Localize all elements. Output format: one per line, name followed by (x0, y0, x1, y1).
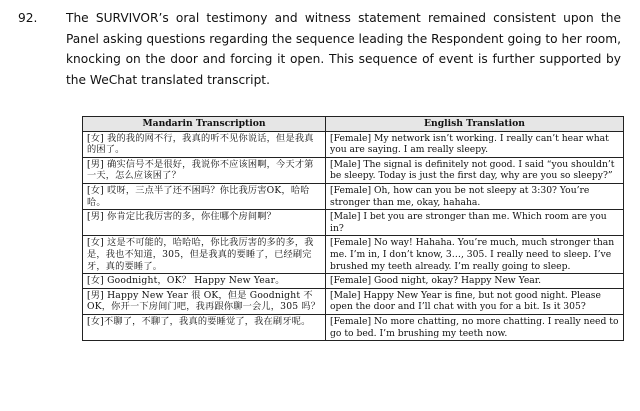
table-row (83, 183, 624, 209)
header-mandarin: Mandarin Transcription (83, 117, 326, 132)
transcript-table (82, 116, 624, 341)
table-row (83, 157, 624, 183)
paragraph-text: The SURVIVOR’s oral testimony and witness statement remained consistent upon the Panel asking questions regarding the sequence leading the Respondent going to her room, knocking on the door and forcing it open. This sequence of event is further supported by the WeChat translated transcript. (66, 11, 621, 87)
mandarin-cell: [男] 你肯定比我厉害的多，你住哪个房间啊？ (83, 210, 326, 236)
table-row (83, 314, 624, 340)
table-row (83, 131, 624, 157)
english-cell: [Male] I bet you are stronger than me. Which room are you in? (326, 210, 624, 236)
english-cell: [Male] The signal is definitely not good. I said “you shouldn’t be sleepy. Today is just the first day, why are you so sleepy?” (326, 157, 624, 183)
english-cell: [Female] No more chatting, no more chatting. I really need to go to bed. I’m brushing my teeth now. (326, 314, 624, 340)
mandarin-cell: [女] Goodnight，OK？ Happy New Year。 (83, 274, 326, 289)
english-cell: [Female] Good night, okay? Happy New Year. (326, 274, 624, 289)
mandarin-cell: [女] 这是不可能的，哈哈哈，你比我厉害的多的多，我是，我也不知道，305，但是我真的要睡了，已经刷完牙，真的要睡了。 (83, 236, 326, 274)
english-cell: [Female] My network isn’t working. I really can’t hear what you are saying. I am really sleepy. (326, 131, 624, 157)
english-cell: [Female] No way! Hahaha. You’re much, much stronger than me. I’m in, I don’t know, 3…, 305. I really need to sleep. I’ve brushed my teeth already. I’m really going to sleep. (326, 236, 624, 274)
mandarin-cell: [男] Happy New Year 很 OK，但是 Goodnight 不OK，你开一下房间门吧，我再跟你聊一会儿，305 吗？ (83, 288, 326, 314)
table-row (83, 288, 624, 314)
english-cell: [Female] Oh, how can you be not sleepy at 3:30? You’re stronger than me, okay, hahaha. (326, 183, 624, 209)
table-header-row (83, 117, 624, 132)
mandarin-cell: [女] 哎呀，三点半了还不困吗？你比我厉害OK，哈哈哈。 (83, 183, 326, 209)
header-english: English Translation (326, 117, 624, 132)
english-cell: [Male] Happy New Year is fine, but not good night. Please open the door and I’ll chat with you for a bit. Is it 305? (326, 288, 624, 314)
mandarin-cell: [女]不聊了，不聊了，我真的要睡觉了，我在刷牙呢。 (83, 314, 326, 340)
table-row (83, 274, 624, 289)
table-row (83, 210, 624, 236)
mandarin-cell: [女] 我的我的网不行，我真的听不见你说话，但是我真的困了。 (83, 131, 326, 157)
paragraph-number: 92. (18, 11, 38, 25)
mandarin-cell: [男] 确实信号不是很好，我说你不应该困啊，今天才第一天，怎么应该困了？ (83, 157, 326, 183)
table-row (83, 236, 624, 274)
